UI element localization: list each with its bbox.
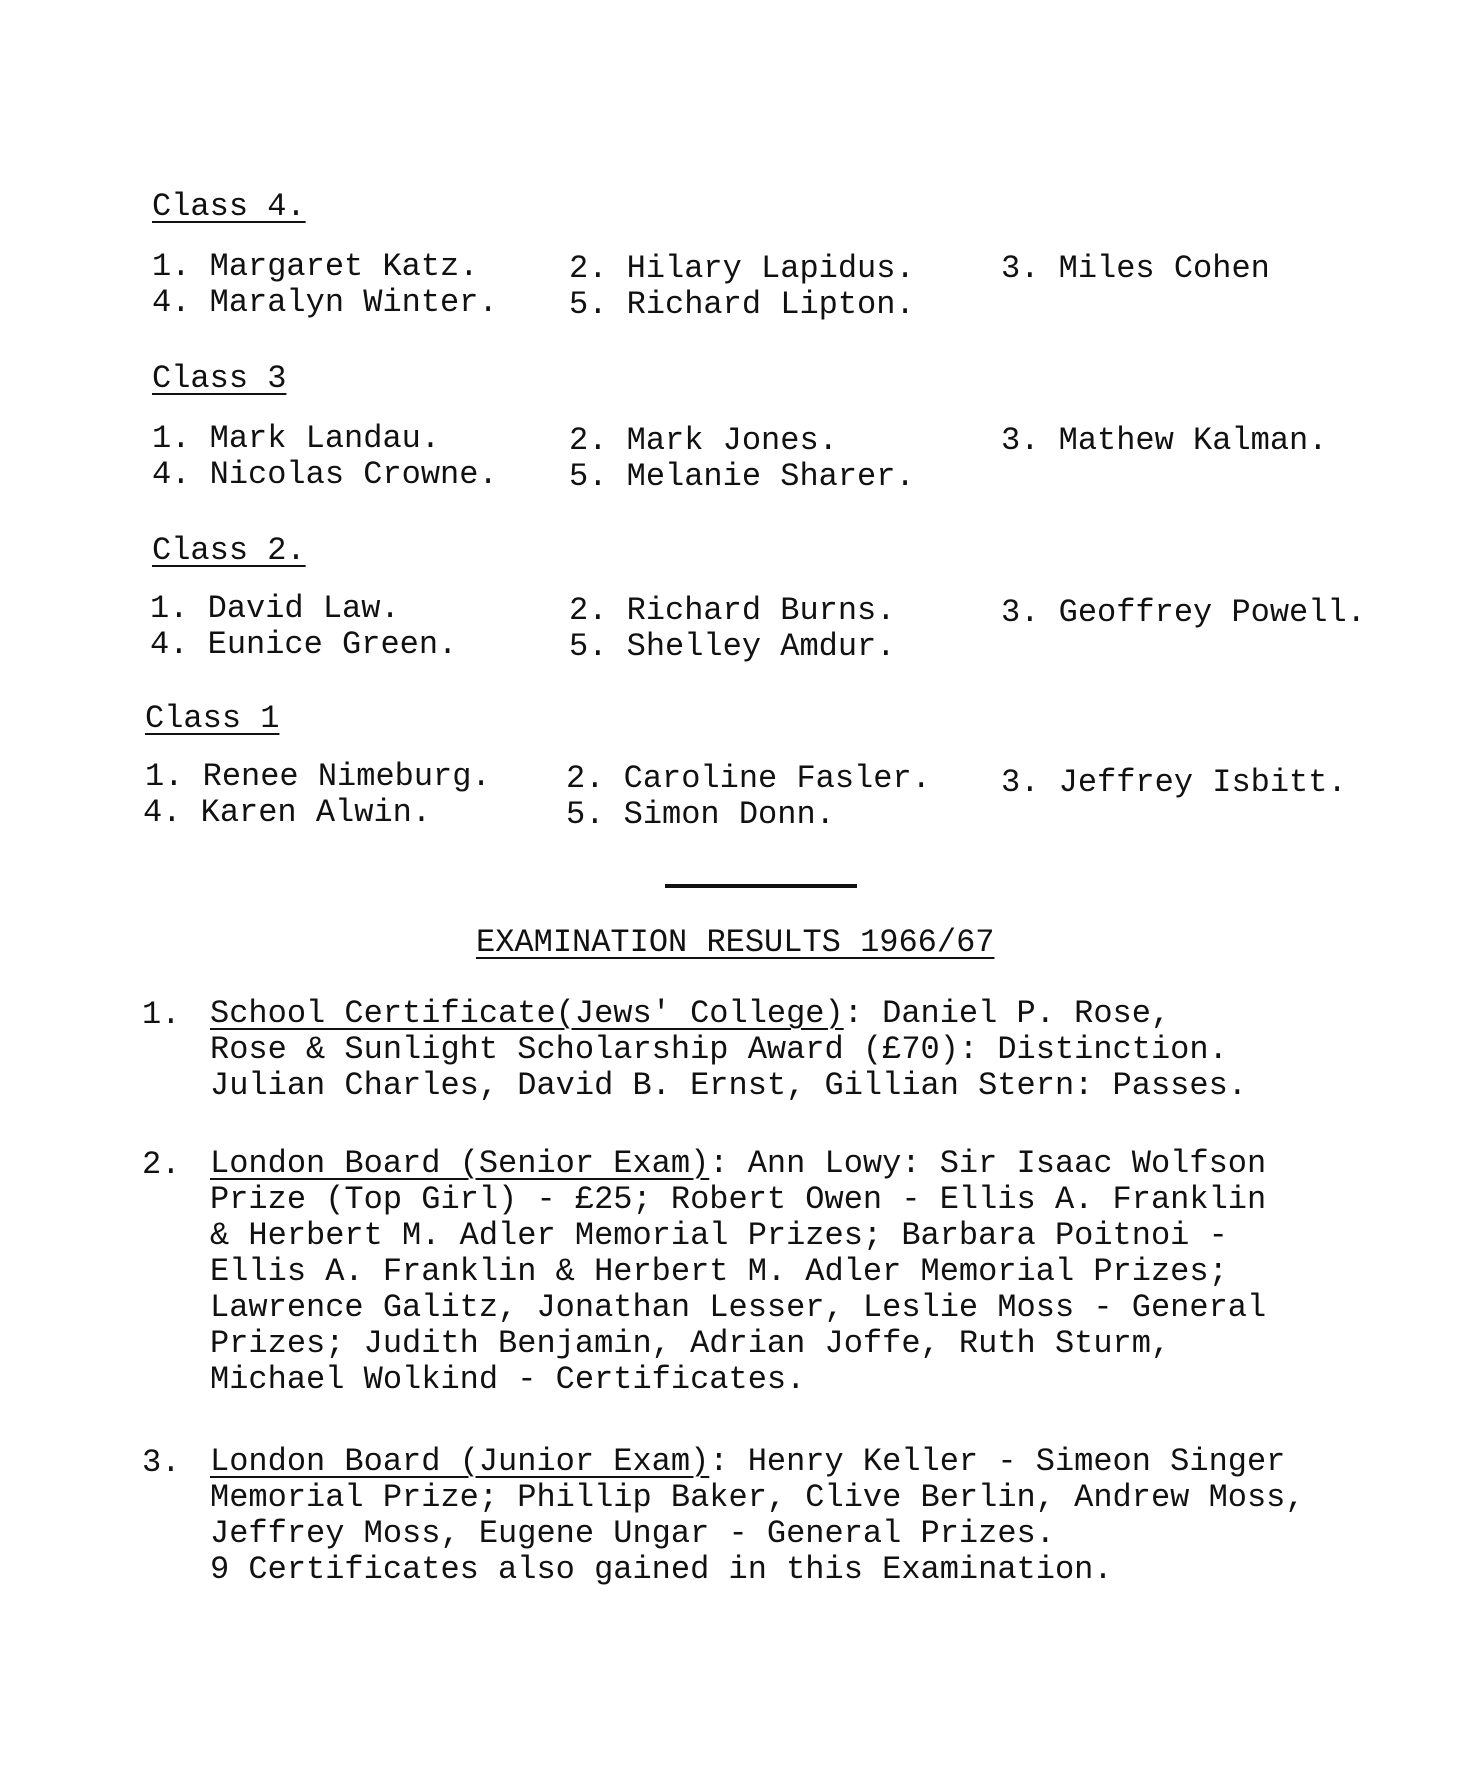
class-1-place-4: 4. Karen Alwin. (143, 794, 432, 831)
exam-item-3-line-2: Memorial Prize; Phillip Baker, Clive Berlin, Andrew Moss, (210, 1479, 1305, 1516)
exam-item-2-line-3: & Herbert M. Adler Memorial Prizes; Barbara Poitnoi - (210, 1217, 1228, 1254)
exam-item-1-first-line: : Daniel P. Rose, (843, 995, 1171, 1032)
exam-item-2-number: 2. (142, 1146, 181, 1183)
exam-item-1-line-3: Julian Charles, David B. Ernst, Gillian Stern: Passes. (210, 1067, 1247, 1104)
class-2-place-2: 2. Richard Burns. (569, 592, 896, 629)
class-1-place-1: 1. Renee Nimeburg. (145, 758, 491, 795)
exam-item-1-heading: School Certificate(Jews' College) (210, 995, 844, 1032)
exam-item-3-heading: London Board (Junior Exam) (210, 1443, 710, 1480)
class-2-heading: Class 2. (152, 532, 306, 569)
class-1-place-5: 5. Simon Donn. (566, 796, 835, 833)
class-1-place-2: 2. Caroline Fasler. (566, 760, 931, 797)
class-2-place-4: 4. Eunice Green. (150, 626, 458, 663)
class-4-place-5: 5. Richard Lipton. (569, 286, 915, 323)
exam-item-1-line-2: Rose & Sunlight Scholarship Award (£70): Distinction. (210, 1031, 1228, 1068)
exam-item-2-line-5: Lawrence Galitz, Jonathan Lesser, Leslie Moss - General (210, 1289, 1267, 1326)
class-4-heading: Class 4. (152, 188, 306, 225)
class-3-place-1: 1. Mark Landau. (152, 420, 441, 457)
class-4-place-1: 1. Margaret Katz. (152, 248, 479, 285)
exam-item-3-first-line: : Henry Keller - Simeon Singer (709, 1443, 1286, 1480)
class-3-place-2: 2. Mark Jones. (569, 422, 838, 459)
class-2-place-1: 1. David Law. (150, 590, 400, 627)
class-4-place-3: 3. Miles Cohen (1001, 250, 1270, 287)
class-3-place-3: 3. Mathew Kalman. (1001, 422, 1328, 459)
class-3-heading: Class 3 (152, 360, 287, 397)
exam-item-3-line-3: Jeffrey Moss, Eugene Ungar - General Prizes. (210, 1515, 1055, 1552)
class-4-place-4: 4. Maralyn Winter. (152, 284, 498, 321)
exam-item-2-line-7: Michael Wolkind - Certificates. (210, 1361, 806, 1398)
class-2-place-3: 3. Geoffrey Powell. (1001, 594, 1366, 631)
class-1-heading: Class 1 (145, 700, 280, 737)
exam-results-title: EXAMINATION RESULTS 1966/67 (476, 924, 995, 961)
exam-item-2-heading: London Board (Senior Exam) (210, 1145, 710, 1182)
exam-item-2-line-2: Prize (Top Girl) - £25; Robert Owen - Ellis A. Franklin (210, 1181, 1267, 1218)
class-2-place-5: 5. Shelley Amdur. (569, 628, 896, 665)
class-4-place-2: 2. Hilary Lapidus. (569, 250, 915, 287)
class-1-place-3: 3. Jeffrey Isbitt. (1001, 764, 1347, 801)
exam-item-2-first-line: : Ann Lowy: Sir Isaac Wolfson (709, 1145, 1267, 1182)
class-3-place-5: 5. Melanie Sharer. (569, 458, 915, 495)
exam-item-1-number: 1. (142, 996, 181, 1033)
exam-item-3-line-4: 9 Certificates also gained in this Examination. (210, 1551, 1113, 1588)
exam-item-3-number: 3. (142, 1444, 181, 1481)
class-3-place-4: 4. Nicolas Crowne. (152, 456, 498, 493)
section-divider (665, 884, 857, 888)
exam-item-2-line-6: Prizes; Judith Benjamin, Adrian Joffe, Ruth Sturm, (210, 1325, 1171, 1362)
exam-item-2-line-4: Ellis A. Franklin & Herbert M. Adler Memorial Prizes; (210, 1253, 1228, 1290)
